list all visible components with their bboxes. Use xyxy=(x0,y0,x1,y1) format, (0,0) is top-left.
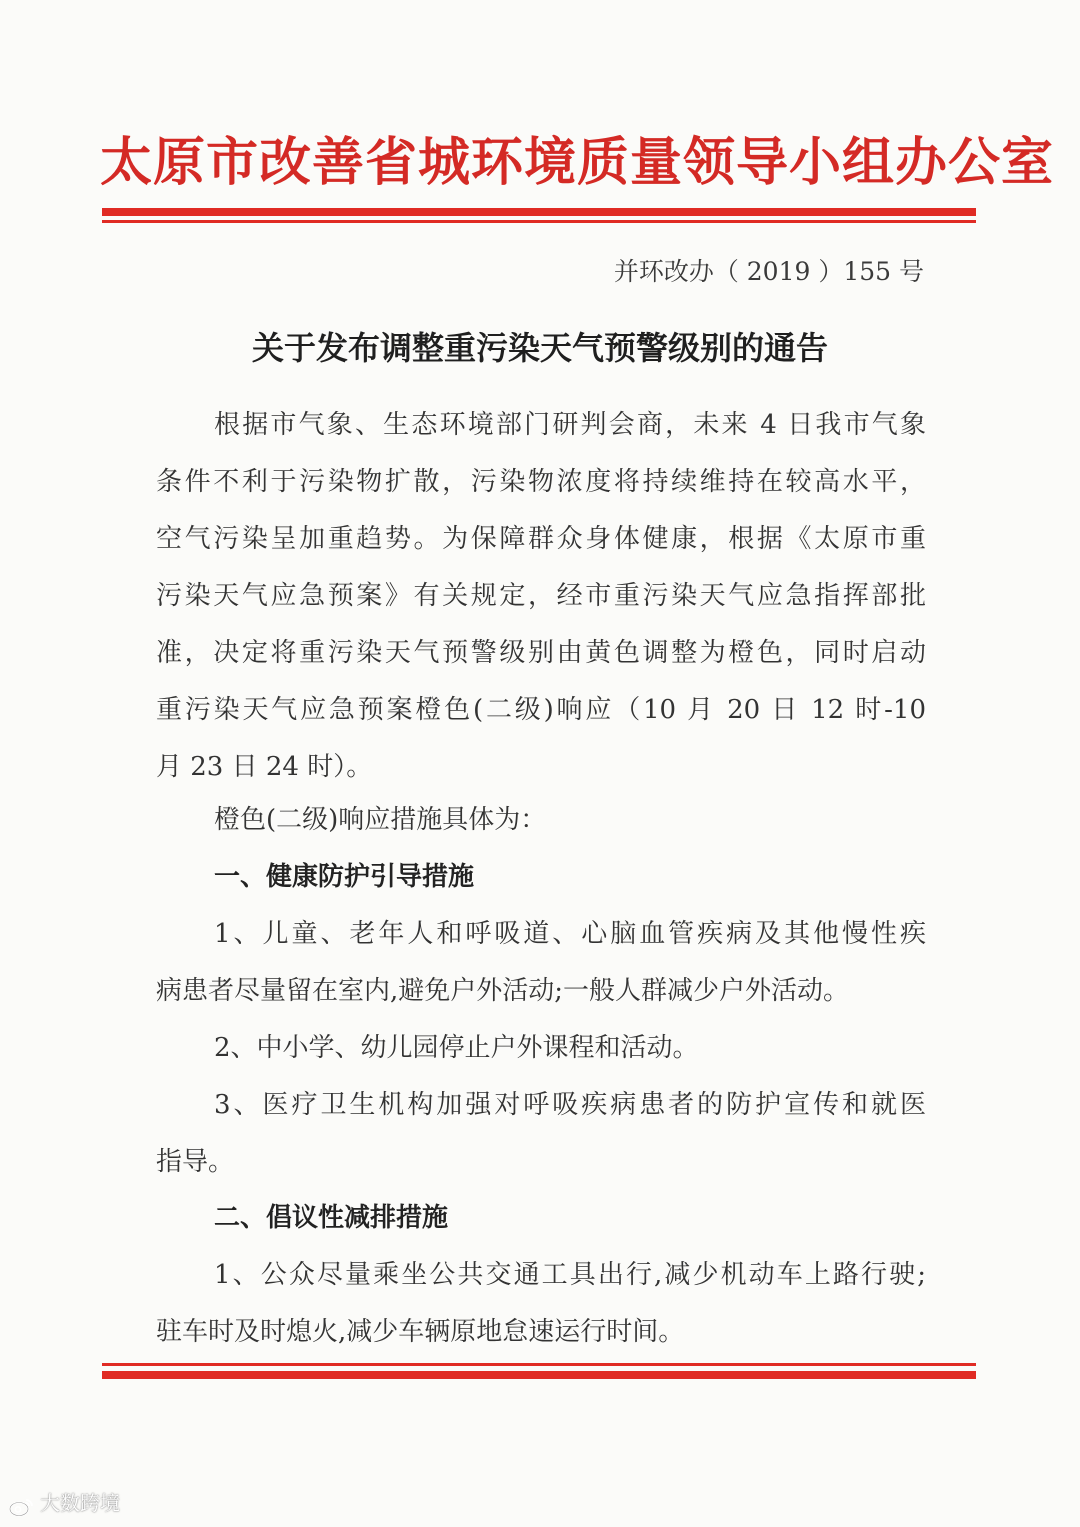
text-line: 污染天气应急预案》有关规定，经市重污染天气应急指挥部批 xyxy=(156,581,926,611)
text-line: 1、儿童、老年人和呼吸道、心脑血管疾病及其他慢性疾 xyxy=(214,919,926,949)
footer-red-rule-thin xyxy=(102,1363,976,1366)
measures-intro: 橙色(二级)响应措施具体为： xyxy=(214,805,547,835)
watermark xyxy=(8,1488,120,1518)
text-line: 指导。 xyxy=(156,1147,235,1177)
footer-red-rule-thick xyxy=(102,1371,976,1379)
header-red-rule-thin xyxy=(102,220,976,223)
section-heading-health: 一、健康防护引导措施 xyxy=(214,862,475,892)
watermark-text: 大数跨境 xyxy=(40,1491,120,1515)
text-line: 月 23 日 24 时）。 xyxy=(156,752,373,782)
text-line: 1、公众尽量乘坐公共交通工具出行,减少机动车上路行驶; xyxy=(214,1260,926,1290)
text-line: 条件不利于污染物扩散，污染物浓度将持续维持在较高水平， xyxy=(156,467,926,497)
health-item-3 xyxy=(156,1077,926,1191)
weibo-icon xyxy=(8,1495,34,1515)
document-number: 并环改办（ 2019 ）155 号 xyxy=(613,257,924,286)
text-line: 驻车时及时熄火,减少车辆原地怠速运行时间。 xyxy=(156,1317,685,1347)
header-red-rule-thick xyxy=(102,208,976,216)
health-item-1 xyxy=(156,906,926,1020)
text-line: 根据市气象、生态环境部门研判会商，未来 4 日我市气象 xyxy=(214,410,926,440)
text-line: 重污染天气应急预案橙色(二级)响应（10 月 20 日 12 时-10 xyxy=(156,695,926,725)
health-item-2: 2、中小学、幼儿园停止户外课程和活动。 xyxy=(214,1033,699,1063)
emission-item-1 xyxy=(156,1247,926,1361)
paragraph-main xyxy=(156,397,926,796)
issuing-office-title: 太原市改善省城环境质量领导小组办公室 xyxy=(100,132,1055,193)
section-heading-emission: 二、倡议性减排措施 xyxy=(214,1203,449,1233)
text-line: 空气污染呈加重趋势。为保障群众身体健康，根据《太原市重 xyxy=(156,524,926,554)
text-line: 3、医疗卫生机构加强对呼吸疾病患者的防护宣传和就医 xyxy=(214,1090,926,1120)
text-line: 准，决定将重污染天气预警级别由黄色调整为橙色，同时启动 xyxy=(156,638,926,668)
text-line: 病患者尽量留在室内,避免户外活动;一般人群减少户外活动。 xyxy=(156,976,850,1006)
notice-title: 关于发布调整重污染天气预警级别的通告 xyxy=(251,329,828,367)
